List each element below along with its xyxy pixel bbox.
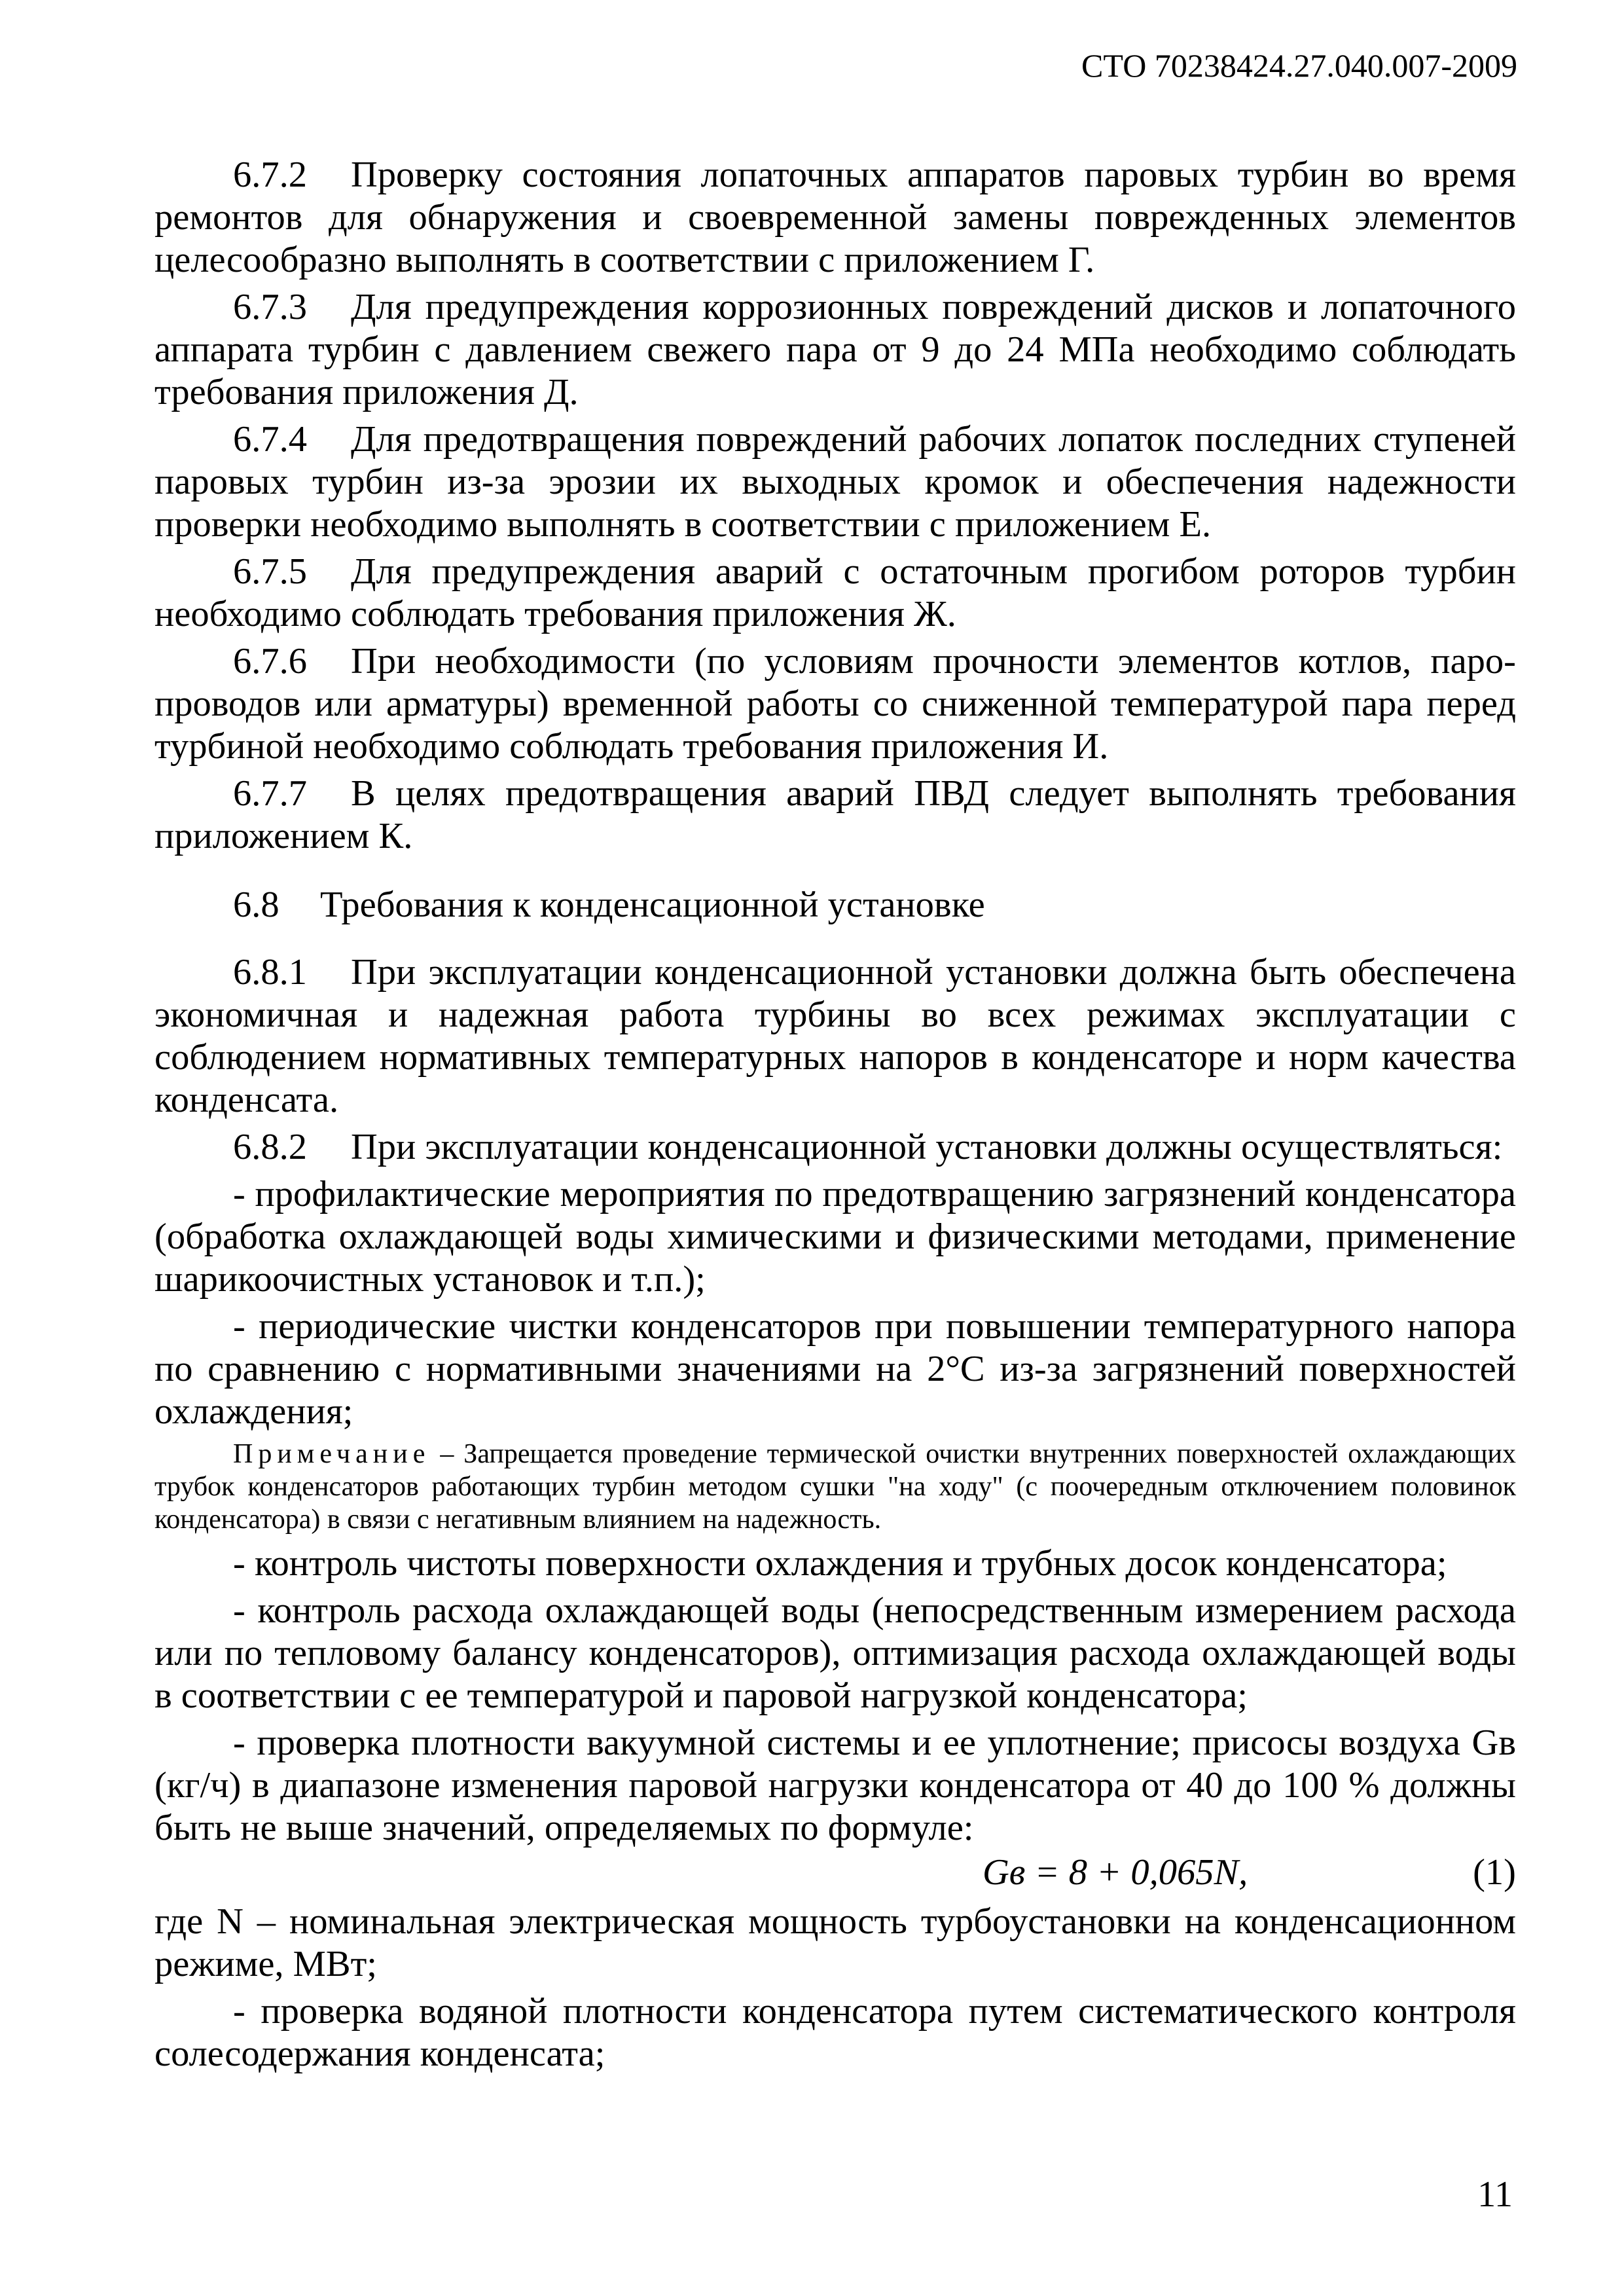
list-item: - проверка плотности вакуумной системы и ее уплотнение; присосы воздуха Gв (кг/ч) в диапазоне изменения паровой нагрузки конденсатора от 40 до 100 % должны быть не выше значений, определяемых по формуле: — [154, 1722, 1516, 1848]
note — [154, 1438, 1516, 1536]
clause-text: При эксплуатации конденсационной установки должна быть обеспечена экономичная и надежная работа турбины во всех режимах эксплуатации с соблюдением нормативных температурных напоров в конденсаторе и норм качества конденсата. — [154, 952, 1516, 1120]
paragraph-6-7-2 — [154, 154, 1516, 282]
clause-number: 6.7.7 — [233, 773, 307, 814]
clause-number: 6.8.1 — [233, 952, 307, 993]
formula-expression: Gв = 8 + 0,065N, — [983, 1852, 1248, 1893]
list-item: - контроль чистоты поверхности охлаждения и трубных досок конденсатора; — [233, 1543, 1447, 1584]
clause-number: 6.7.6 — [233, 641, 307, 682]
clause-text: При эксплуатации конденсационной установки должны осуществляться: — [351, 1127, 1503, 1167]
clause-text: В целях предотвращения аварий ПВД следует выполнять требования приложением К. — [154, 773, 1516, 856]
paragraph-6-7-6 — [154, 640, 1516, 768]
clause-number: 6.7.3 — [233, 287, 307, 327]
list-item: - профилактические мероприятия по предотвращению загрязнений конденсатора (обработка охлаждающей воды химическими и физическими методами, применение шарикоочистных установок и т.п.); — [154, 1174, 1516, 1300]
section-heading — [154, 884, 1516, 926]
note-label: Примечание — [233, 1439, 431, 1469]
clause-number: 6.7.4 — [233, 419, 307, 460]
paragraph-6-7-3 — [154, 286, 1516, 414]
note-text: – Запрещается проведение термической очистки внутренних поверхностей охлаждающих трубок конденсаторов работающих турбин методом сушки "на ходу" (с поочередным отключением половинок конденсатора) в связи с негативным влиянием на надежность. — [154, 1439, 1516, 1535]
section-title: Требования к конденсационной установке — [320, 884, 985, 925]
formula-explanation: где N – номинальная электрическая мощность турбоустановки на конденсационном режиме, МВт; — [154, 1901, 1516, 1984]
formula — [154, 1851, 1516, 1901]
clause-number: 6.8.2 — [233, 1127, 307, 1167]
paragraph-6-8-2 — [154, 1126, 1516, 1169]
clause-text: Для предупреждения аварий с остаточным прогибом роторов турбин необходимо соблюдать требования приложения Ж. — [154, 551, 1516, 634]
paragraph-6-7-5 — [154, 551, 1516, 636]
paragraph-6-7-4 — [154, 418, 1516, 546]
paragraph-6-7-7 — [154, 773, 1516, 858]
page-content — [154, 154, 1516, 2080]
clause-number: 6.7.2 — [233, 155, 307, 195]
clause-number: 6.7.5 — [233, 551, 307, 592]
list-item: - периодические чистки конденсаторов при повышении температурного напора по сравнению с нормативными значениями на 2°С из-за загрязнений поверхностей охлаждения; — [154, 1306, 1516, 1432]
list-item: - проверка водяной плотности конденсатора путем систематического контроля солесодержания конденсата; — [154, 1991, 1516, 2074]
list-item: - контроль расхода охлаждающей воды (непосредственным измерением расхода или по тепловому балансу конденсаторов), оптимизация расхода охлаждающей воды в соответствии с ее температурой и паровой нагрузкой конденсатора; — [154, 1590, 1516, 1716]
clause-text: При необходимости (по условиям прочности элементов котлов, паропроводов или арматуры) временной работы со сниженной температурой пара перед турбиной необходимо соблюдать требования приложения И. — [154, 641, 1516, 767]
paragraph-6-8-1 — [154, 951, 1516, 1121]
section-number: 6.8 — [233, 884, 280, 925]
formula-number: (1) — [1473, 1852, 1516, 1893]
clause-text: Для предотвращения повреждений рабочих лопаток последних ступеней паровых турбин из-за эрозии их выходных кромок и обеспечения надежности проверки необходимо выполнять в соответствии с приложением Е. — [154, 419, 1516, 545]
clause-text: Проверку состояния лопаточных аппаратов паровых турбин во время ремонтов для обнаружения и своевременной замены поврежденных элементов целесообразно выполнять в соответствии с приложением Г. — [154, 155, 1516, 280]
clause-text: Для предупреждения коррозионных повреждений дисков и лопаточного аппарата турбин с давлением свежего пара от 9 до 24 МПа необходимо соблюдать требования приложения Д. — [154, 287, 1516, 412]
document-code: СТО 70238424.27.040.007-2009 — [1081, 47, 1517, 84]
page-number: 11 — [1477, 2174, 1513, 2215]
